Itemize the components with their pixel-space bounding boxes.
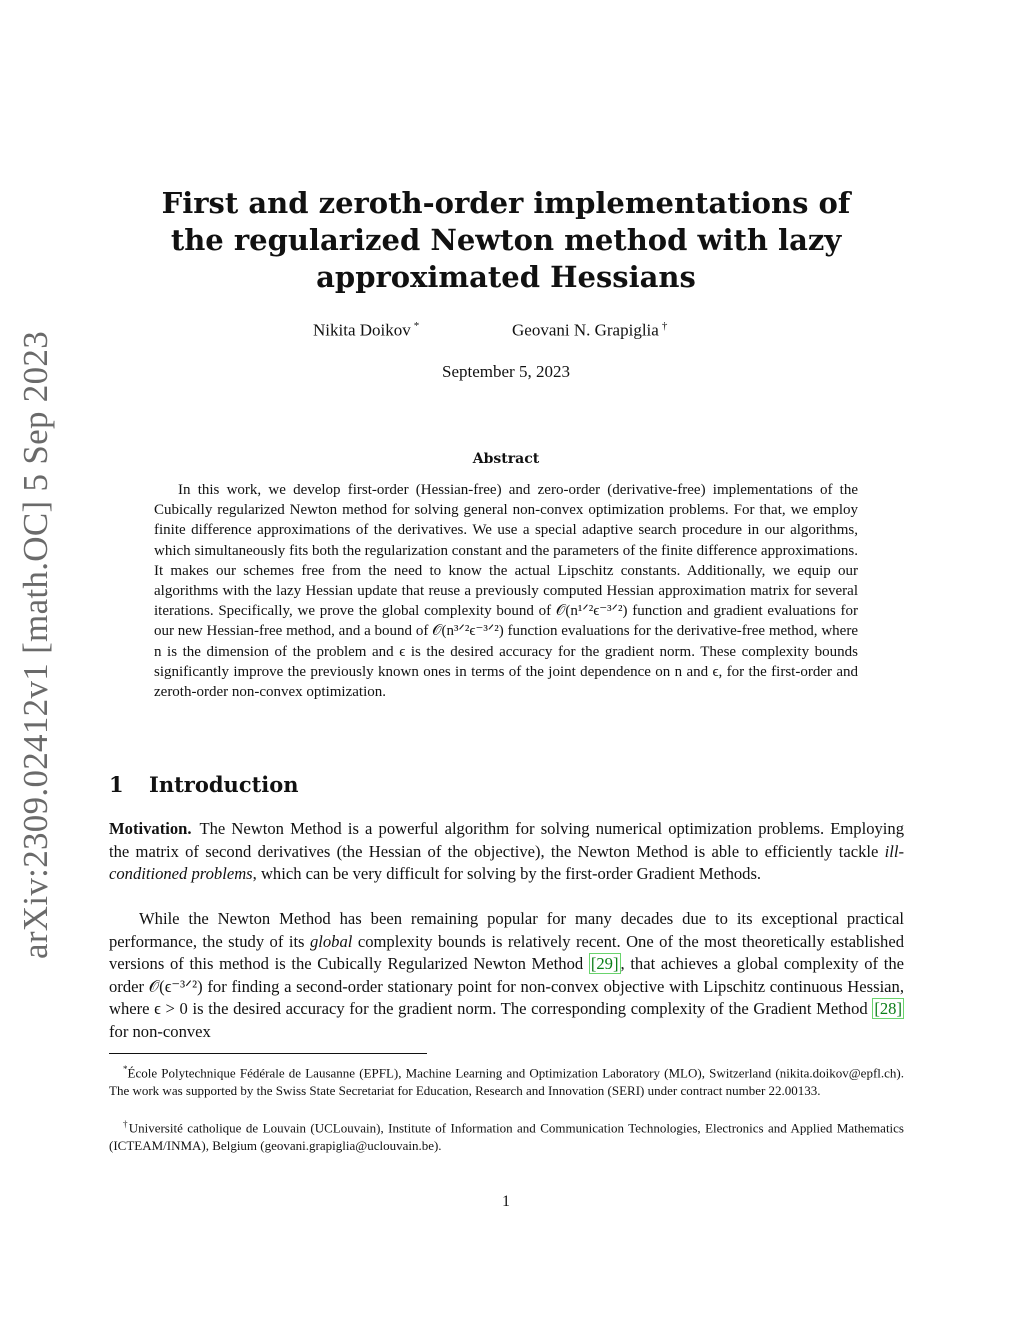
citation-link-28[interactable]: [28] (874, 999, 902, 1019)
author-2-mark: † (661, 320, 668, 332)
paragraph-motivation (109, 818, 904, 886)
p1-text-a: The Newton Method is a powerful algorithm for solving numerical optimization problems. Employing the matrix of second derivatives (the Hessian of the objective), the Newton Method is able to efficiently tackle (109, 819, 904, 861)
footnote-2-mark: † (123, 1119, 129, 1129)
author-2 (512, 320, 667, 341)
footnote-1-text: École Polytechnique Fédérale de Lausanne (EPFL), Machine Learning and Optimization Laboratory (MLO), Switzerland (nikita.doikov@epfl.ch). The work was supported by the Swiss State Secretariat for Education, Research and Innovation (SERI) under contract number 22.00133. (109, 1065, 904, 1099)
p2-text-c: , that achieves a global complexity of the order 𝒪(ϵ⁻³ᐟ²) for finding a second-order stationary point for non-convex objective with Lipschitz continuous Hessian, where ϵ > 0 is the desired accuracy for the gradient norm. The corresponding complexity of the Gradient Method (109, 954, 904, 1019)
footnote-2 (109, 1116, 904, 1155)
author-1 (313, 320, 419, 341)
p2-italic: global (309, 931, 353, 951)
paper-title: First and zeroth-order implementations of the regularized Newton method with lazy approximated Hessians (161, 186, 851, 294)
p1-italic: ill-conditioned problems (109, 841, 904, 884)
arxiv-stamp (0, 330, 72, 960)
footnote-2-text: Université catholique de Louvain (UCLouvain), Institute of Information and Communication Technologies, Electronics and Applied Mathematics (ICTEAM/INMA), Belgium (geovani.grapiglia@uclouvain.be). (109, 1120, 904, 1154)
p1-text-b: , which can be very difficult for solving by the first-order Gradient Methods. (252, 864, 762, 884)
run-in-heading: Motivation. (109, 819, 192, 838)
section-number: 1 (109, 772, 124, 797)
p2-text-b: complexity bounds is relatively recent. One of the most theoretically established versions of this method is the Cubically Regularized Newton Method (109, 931, 904, 974)
p2-text-a: While the Newton Method has been remaining popular for many decades due to its exceptional practical performance, the study of its (109, 909, 904, 951)
author-2-name: Geovani N. Grapiglia (512, 320, 659, 340)
publication-date: September 5, 2023 (442, 362, 570, 381)
page-number: 1 (502, 1193, 510, 1210)
footnote-1-mark: * (123, 1064, 128, 1074)
footnote-divider (109, 1053, 427, 1054)
citation-link-29[interactable]: [29] (590, 954, 619, 974)
abstract-heading: Abstract (472, 451, 540, 467)
author-1-name: Nikita Doikov (313, 320, 411, 340)
footnote-1 (109, 1061, 904, 1100)
section-title-text: Introduction (149, 772, 299, 797)
paragraph-history (109, 908, 904, 1044)
p2-text-d: for non-convex (109, 1021, 211, 1041)
section-heading (109, 772, 299, 797)
author-1-mark: * (413, 320, 420, 332)
arxiv-stamp-text: arXiv:2309.02412v1 [math.OC] 5 Sep 2023 (16, 330, 55, 960)
abstract-text: In this work, we develop first-order (Hessian-free) and zero-order (derivative-free) implementations of the Cubically regularized Newton method for solving general non-convex optimization problems. For that, we employ finite difference approximations of the derivatives. We use a special adaptive search procedure in our algorithms, which simultaneously fits both the regularization constant and the parameters of the finite difference approximations. It makes our schemes free from the need to know the actual Lipschitz constants. Additionally, we equip our algorithms with the lazy Hessian update that reuse a previously computed Hessian approximation matrix for several iterations. Specifically, we prove the global complexity bound of 𝒪(n¹ᐟ²ϵ⁻³ᐟ²) function and gradient evaluations for our new Hessian-free method, and a bound of 𝒪(n³ᐟ²ϵ⁻³ᐟ²) function evaluations for the derivative-free method, where n is the dimension of the problem and ϵ is the desired accuracy for the gradient norm. These complexity bounds significantly improve the previously known ones in terms of the joint dependence on n and ϵ, for the first-order and zeroth-order non-convex optimization. (154, 482, 858, 701)
